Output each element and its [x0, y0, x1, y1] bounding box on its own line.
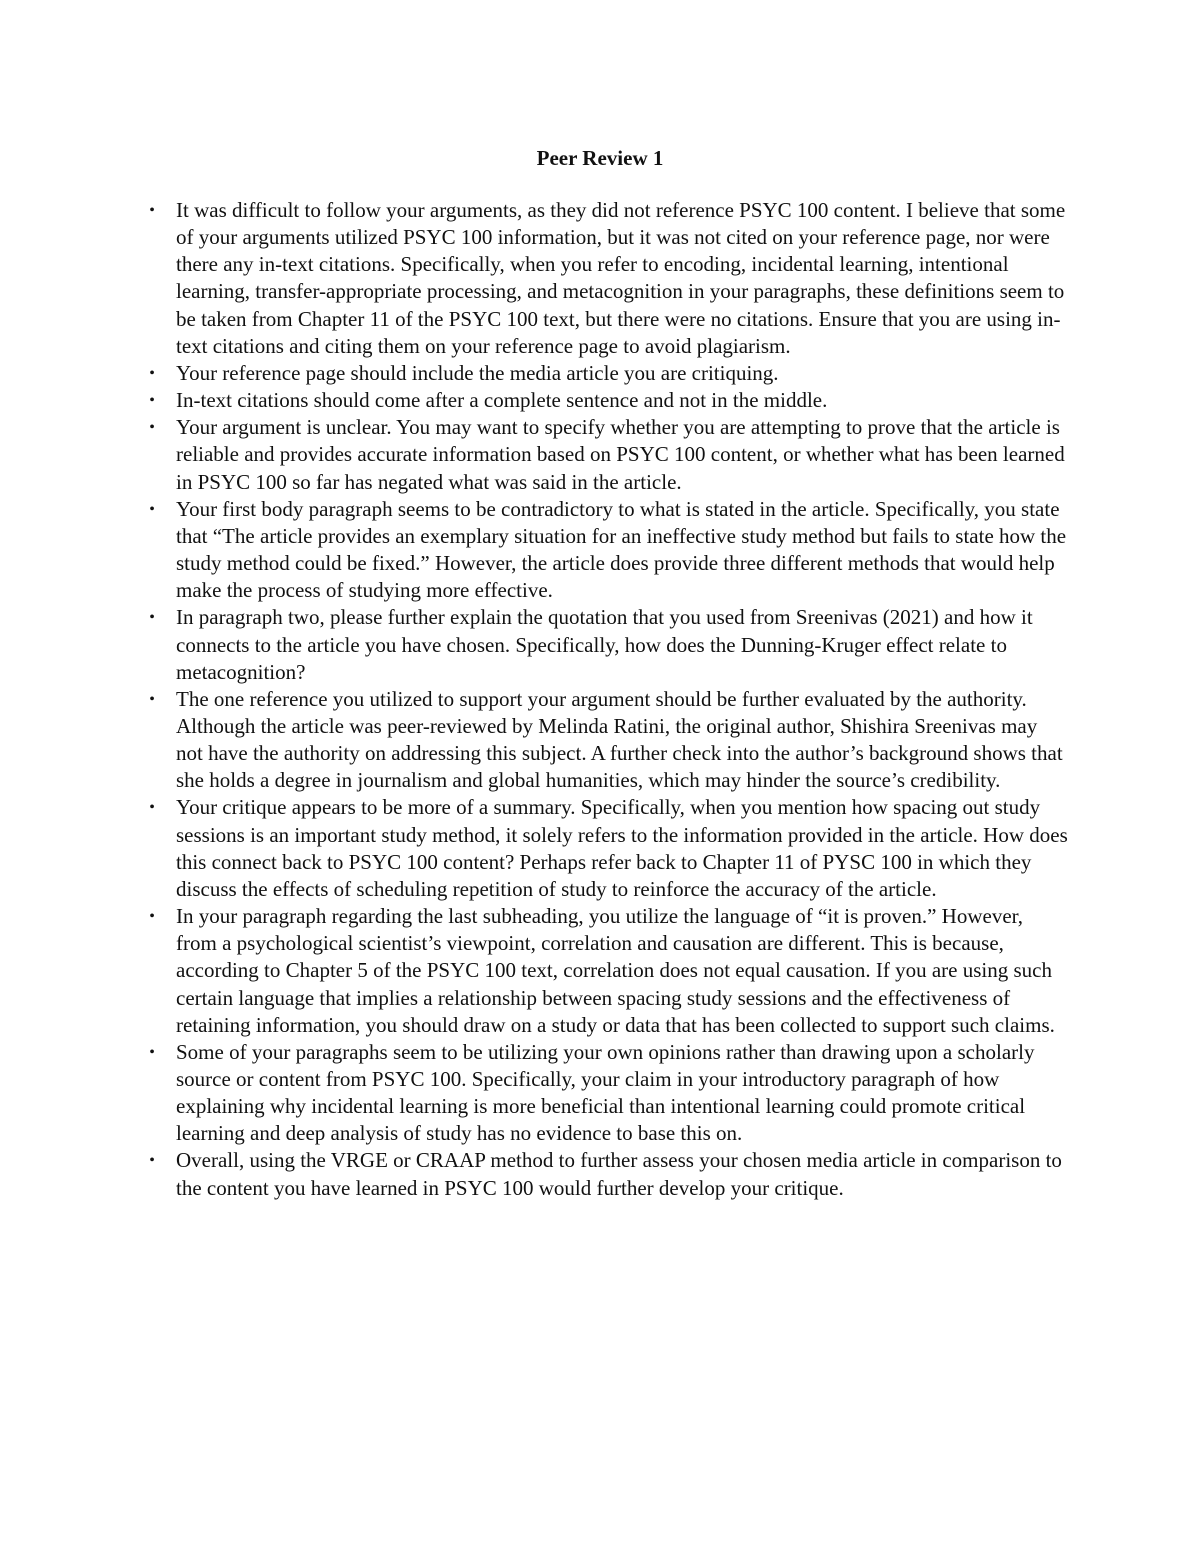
bullet-icon: • [149, 1152, 155, 1170]
list-item-text: In-text citations should come after a complete sentence and not in the middle. [176, 388, 828, 413]
list-item [149, 1147, 1068, 1201]
bullet-icon: • [149, 364, 155, 382]
page-title: Peer Review 1 [536, 146, 664, 170]
list-item [149, 686, 1068, 795]
bullet-icon: • [149, 690, 155, 708]
list-item-text: Some of your paragraphs seem to be utilizing your own opinions rather than drawing upon a scholarly source or content from PSYC 100. Specifically, your claim in your introductory paragraph of how explaining why incidental learning is more beneficial than intentional learning could promote critical learning and deep analysis of study has no evidence to base this on. [176, 1039, 1035, 1146]
list-item [149, 360, 1068, 387]
list-item-text: It was difficult to follow your arguments, as they did not reference PSYC 100 content. I believe that some of your arguments utilized PSYC 100 information, but it was not cited on your reference page, nor were there any in-text citations. Specifically, when you refer to encoding, incidental learning, intentional learning, transfer-appropriate processing, and metacognition in your paragraphs, these definitions seem to be taken from Chapter 11 of the PSYC 100 text, but there were no citations. Ensure that you are using in-text citations and citing them on your reference page to avoid plagiarism. [176, 198, 1066, 358]
list-item-text: In your paragraph regarding the last subheading, you utilize the language of “it is proven.” However, from a psychological scientist’s viewpoint, correlation and causation are different. This is because, according to Chapter 5 of the PSYC 100 text, correlation does not equal causation. If you are using such certain language that implies a relationship between spacing study sessions and the effectiveness of retaining information, you should draw on a study or data that has been collected to support such claims. [176, 904, 1055, 1037]
list-item-text: Your reference page should include the media article you are critiquing. [176, 360, 779, 385]
list-item [149, 903, 1068, 1039]
list-item [149, 197, 1068, 360]
bullet-icon: • [149, 908, 155, 926]
list-item-text: Your argument is unclear. You may want to specify whether you are attempting to prove that the article is reliable and provides accurate information based on PSYC 100 content, or whether what has been learned in PSYC 100 so far has negated what was said in the article. [176, 415, 1065, 494]
list-item [149, 414, 1068, 495]
bullet-icon: • [149, 392, 155, 410]
bullet-icon: • [149, 799, 155, 817]
list-item-text: Overall, using the VRGE or CRAAP method to further assess your chosen media article in comparison to the content you have learned in PSYC 100 would further develop your critique. [176, 1148, 1062, 1200]
bullet-icon: • [149, 419, 155, 437]
list-item-text: The one reference you utilized to support your argument should be further evaluated by the authority. Although the article was peer-reviewed by Melinda Ratini, the original author, Shishira Sreenivas may not have the authority on addressing this subject. A further check into the author’s background shows that she holds a degree in journalism and global humanities, which may hinder the source’s credibility. [176, 686, 1063, 793]
bullet-icon: • [149, 609, 155, 627]
list-item [149, 1039, 1068, 1148]
bullet-icon: • [149, 202, 155, 219]
list-item [149, 496, 1068, 605]
list-item-text: Your first body paragraph seems to be contradictory to what is stated in the article. Specifically, you state that “The article provides an exemplary situation for an ineffective study method but fails to state how the study method could be fixed.” However, the article does provide three different methods that would help make the process of studying more effective. [176, 496, 1067, 603]
list-item-text: Your critique appears to be more of a summary. Specifically, when you mention how spacing out study sessions is an important study method, it solely refers to the information provided in the article. How does this connect back to PSYC 100 content? Perhaps refer back to Chapter 11 of PYSC 100 in which they discuss the effects of scheduling repetition of study to reinforce the accuracy of the article. [176, 795, 1068, 901]
bullet-icon: • [149, 500, 155, 518]
list-item [149, 387, 1068, 414]
list-item [149, 794, 1068, 903]
feedback-list [149, 197, 1068, 1202]
bullet-icon: • [149, 1043, 155, 1061]
list-item-text: In paragraph two, please further explain the quotation that you used from Sreenivas (2021) and how it connects to the article you have chosen. Specifically, how does the Dunning-Kruger effect relate to metacognition? [176, 605, 1033, 684]
list-item [149, 604, 1068, 685]
